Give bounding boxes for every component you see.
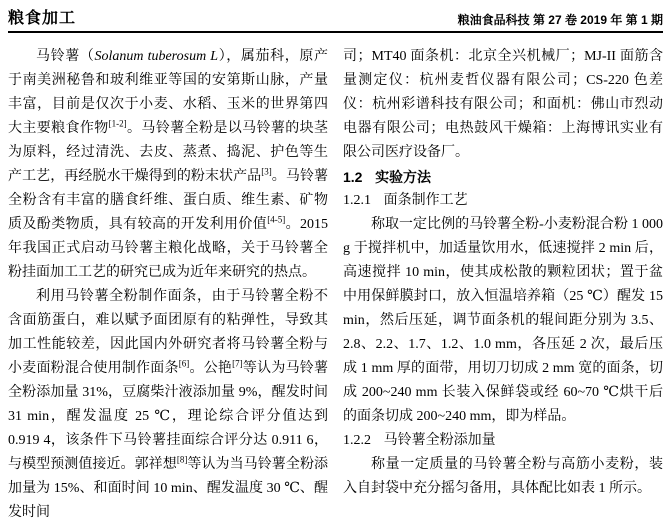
text-run: 。马铃薯全粉含有丰富的膳食纤维、蛋白质、维生素、矿物质及酚类物质，具有较高的开发利用价值	[8, 169, 328, 232]
text-run: 司；MT40 面条机：北京全兴机械厂；MJ-II 面筋含量测定仪：杭州麦哲仪器有限公司；CS-220 色差仪：杭州彩谱科技有限公司；和面机：佛山市烈动电器有限公司；电热鼓风干燥箱：上海博讯实业有限公司医疗设备厂。	[343, 49, 663, 160]
heading-title: 马铃薯全粉添加量	[383, 433, 496, 448]
text-run: 。2015 年我国正式启动马铃薯主粮化战略，关于马铃薯全粉挂面加工工艺的研究已成为近年来研究的热点。	[8, 217, 328, 280]
text-run: 称取一定比例的马铃薯全粉-小麦粉混合粉 1 000 g 于搅拌机中，加适量饮用水，低速搅拌 2 min 后，高速搅拌 10 min，使其成松散的颗粒团状；置于盆中用保鲜膜封口，放入恒温培养箱（25 ℃）醒发 15 min，然后压延，调节面条机的辊间距分别为 3.5、2.8、2.2、1.7、1.2、1.0 mm，各压延 2 次，最后压成 1 mm 厚的面带，用切刀切成 2 mm 宽的面条，切成 200~240 mm 长装入保鲜袋或经 60~70 ℃烘干后的面条切成 200~240 mm，即为样品。	[343, 217, 663, 424]
two-column-body	[8, 45, 663, 532]
text-run: ），属茄科，原产于南美洲秘鲁和玻利维亚等国的安第斯山脉，产量丰富，目前是仅次于小麦、水稻、玉米的世界第四大主要粮食作物	[8, 49, 328, 136]
section-heading	[343, 165, 663, 189]
paragraph	[343, 213, 663, 429]
header-divider	[8, 31, 663, 33]
reference-superscript: [4-5]	[267, 214, 286, 225]
heading-title: 实验方法	[375, 169, 432, 185]
heading-number: 1.2	[343, 169, 363, 185]
heading-number: 1.2.2	[343, 433, 371, 448]
reference-superscript: [3]	[261, 166, 272, 177]
paragraph	[8, 285, 328, 525]
reference-superscript: [8]	[176, 454, 188, 465]
journal-issue-info: 粮油食品科技 第 27 卷 2019 年 第 1 期	[457, 13, 663, 27]
text-run: 称量一定质量的马铃薯全粉与高筋小麦粉，装入自封袋中充分摇匀备用，具体配比如表 1 所示。	[343, 457, 663, 496]
heading-title: 面条制作工艺	[383, 193, 468, 208]
latin-species-name: Solanum tuberosum L	[94, 49, 219, 64]
paragraph	[8, 45, 328, 285]
page-header	[8, 0, 663, 28]
paragraph	[343, 453, 663, 501]
paragraph	[343, 45, 663, 165]
text-run: 。马铃薯全粉是以马铃薯的块茎为原料，经过清洗、去皮、蒸煮、捣泥、护色等生产工艺，再经脱水干燥得到的粉末状产品	[8, 121, 328, 184]
text-run: 马铃薯（	[36, 49, 95, 64]
right-column	[343, 45, 663, 532]
text-run: 等认为当马铃薯全粉添加量为 15%、和面时间 10 min、醒发温度 30 ℃、醒发时间	[8, 457, 328, 520]
text-run: 利用马铃薯全粉制作面条，由于马铃薯全粉不含面筋蛋白，难以赋予面团原有的粘弹性，导致其加工性能较差，因此国内外研究者将马铃薯全粉与小麦面粉混合使用制作面条	[8, 289, 328, 376]
reference-superscript: [7]	[232, 358, 243, 369]
reference-superscript: [1-2]	[108, 118, 127, 129]
heading-number: 1.2.1	[343, 193, 371, 208]
column-section-label: 粮食加工	[8, 10, 77, 27]
left-column	[8, 45, 328, 532]
reference-superscript: [6]	[178, 358, 190, 369]
text-run: 。公艳	[189, 361, 233, 376]
subsection-heading	[343, 429, 663, 453]
subsection-heading	[343, 189, 663, 213]
text-run: 等认为马铃薯全粉添加量 31%，豆腐柴汁液添加量 9%，醒发时间 31 min，醒发温度 25 ℃，理论综合评分值达到 0.919 4，该条件下马铃薯挂面综合评分达 0.911 6，与模型预测值接近。郭祥想	[8, 361, 328, 472]
